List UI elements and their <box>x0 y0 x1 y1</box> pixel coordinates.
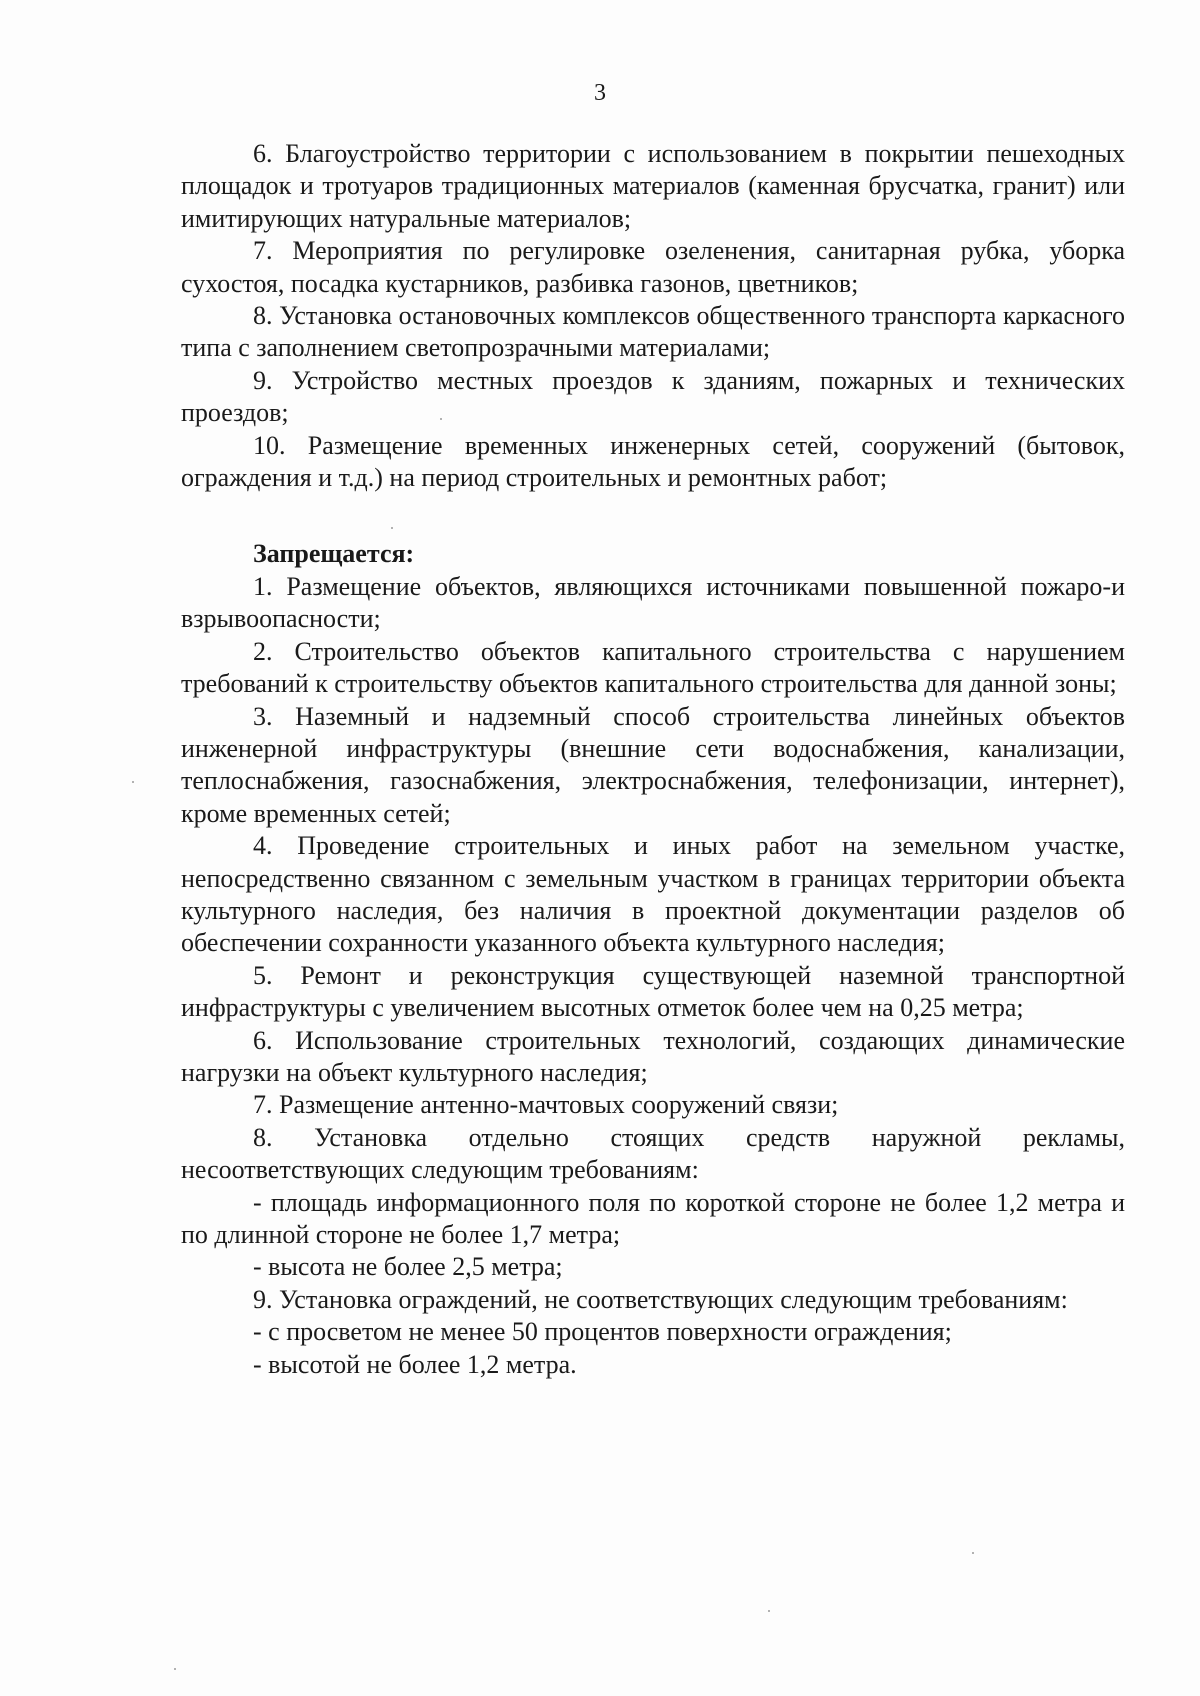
page-number: 3 <box>594 80 606 106</box>
prohibited-item-2: 2. Строительство объектов капитального строительства с нарушением требований к строительству объектов капитального строительства для данной зоны; <box>181 636 1125 699</box>
prohibited-subitem-area: - площадь информационного поля по короткой стороне не более 1,2 метра и по длинной стороне не более 1,7 метра; <box>181 1187 1125 1249</box>
prohibited-item-9: 9. Установка ограждений, не соответствующих следующим требованиям: <box>253 1284 1068 1314</box>
prohibited-item-4: 4. Проведение строительных и иных работ на земельном участке, непосредственно связанном с земельным участком в границах территории объекта культурного наследия, без наличия в проектной документации разделов об обеспечении сохранности указанного объекта культурного наследия; <box>181 831 1125 958</box>
allowed-item-8: 8. Установка остановочных комплексов общественного транспорта каркасного типа с заполнением светопрозрачными материалами; <box>181 301 1125 363</box>
allowed-item-7: 7. Мероприятия по регулировке озеленения, санитарная рубка, уборка сухостоя, посадка кустарников, разбивка газонов, цветников; <box>181 236 1125 298</box>
prohibited-item-6: 6. Использование строительных технологий, создающих динамические нагрузки на объект культурного наследия; <box>181 1025 1125 1087</box>
scan-speck <box>972 1552 974 1554</box>
allowed-item-10: 10. Размещение временных инженерных сетей, сооружений (бытовок, ограждения и т.д.) на период строительных и ремонтных работ; <box>181 430 1125 493</box>
scan-speck <box>132 781 134 783</box>
prohibited-item-8: 8. Установка отдельно стоящих средств наружной рекламы, несоответствующих следующим требованиям: <box>181 1122 1125 1185</box>
prohibited-subitem-clearance: - с просветом не менее 50 процентов поверхности ограждения; <box>253 1317 952 1347</box>
prohibited-item-7: 7. Размещение антенно-мачтовых сооружений связи; <box>253 1090 839 1120</box>
scan-speck <box>768 1610 770 1612</box>
document-body <box>181 138 1125 1381</box>
scan-speck <box>391 527 393 529</box>
prohibited-item-3: 3. Наземный и надземный способ строительства линейных объектов инженерной инфраструктуры (внешние сети водоснабжения, канализации, теплоснабжения, газоснабжения, электроснабжения, телефонизации, интернет), кроме временных сетей; <box>181 701 1125 828</box>
scan-speck <box>174 1668 176 1670</box>
prohibited-subitem-fence-height: - высотой не более 1,2 метра. <box>253 1349 577 1379</box>
prohibited-item-5: 5. Ремонт и реконструкция существующей наземной транспортной инфраструктуры с увеличением высотных отметок более чем на 0,25 метра; <box>181 960 1125 1023</box>
allowed-item-9: 9. Устройство местных проездов к зданиям, пожарных и технических проездов; <box>181 365 1125 428</box>
prohibited-item-1: 1. Размещение объектов, являющихся источниками повышенной пожаро-и взрывоопасности; <box>181 571 1125 634</box>
allowed-item-6: 6. Благоустройство территории с использованием в покрытии пешеходных площадок и тротуаров традиционных материалов (каменная брусчатка, гранит) или имитирующих натуральные материалов; <box>181 139 1125 233</box>
prohibited-heading: Запрещается: <box>253 539 415 569</box>
scan-speck <box>440 418 442 420</box>
prohibited-subitem-height: - высота не более 2,5 метра; <box>253 1252 563 1282</box>
